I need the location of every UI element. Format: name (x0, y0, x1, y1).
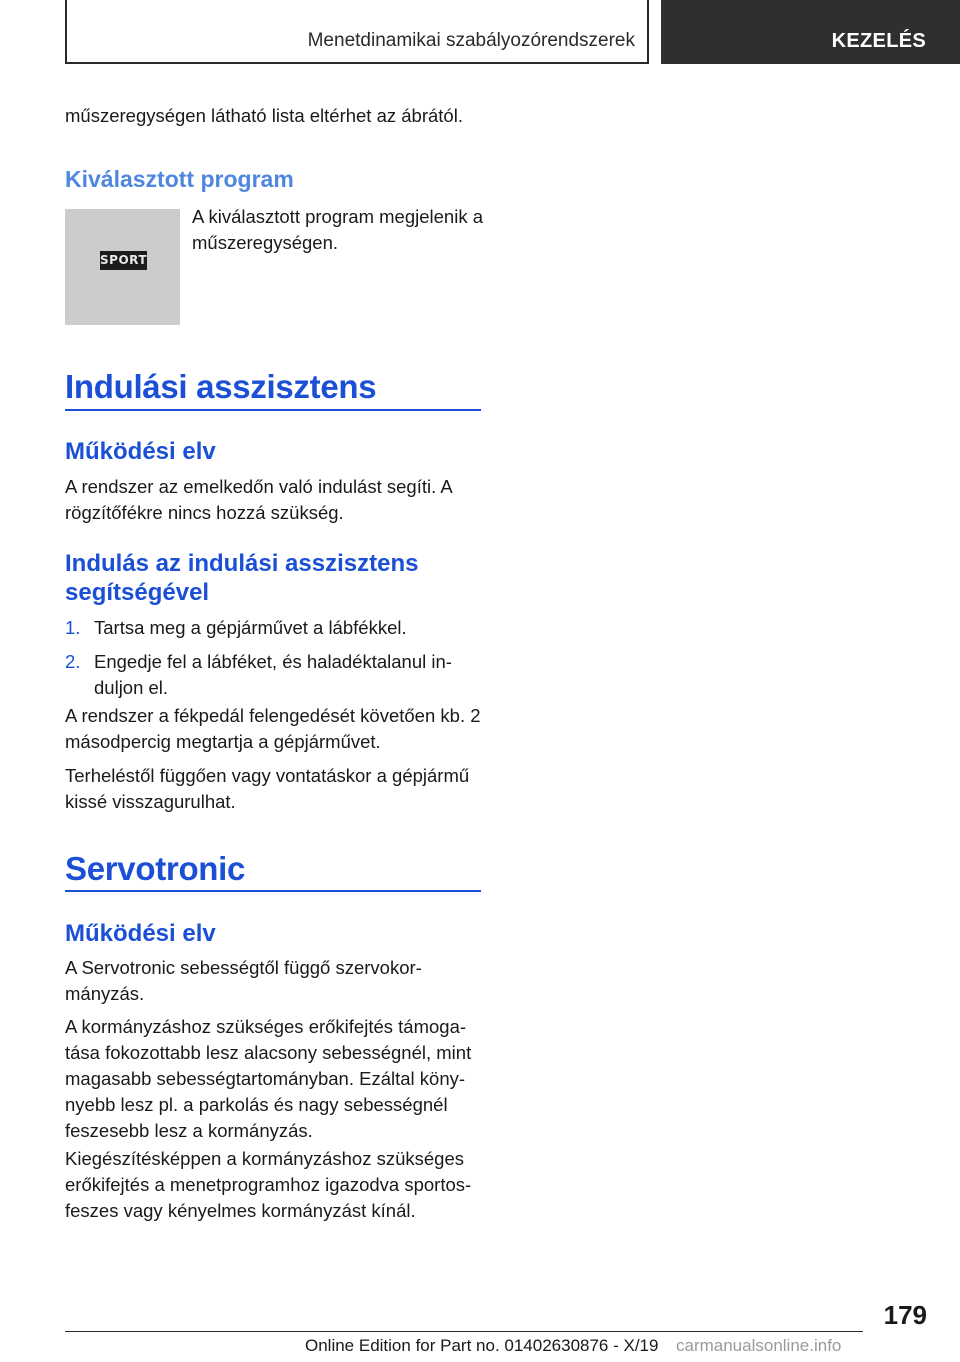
start-assist-para-2: Terheléstől függően vagy vontatáskor a gépjármű kissé visszagurulhat. (65, 765, 470, 812)
edition-text: Online Edition for Part no. 01402630876 - X/19 (305, 1336, 659, 1355)
list-item (65, 649, 481, 701)
step-text: Engedje fel a lábféket, és haladéktalanul induljon el. (94, 651, 452, 698)
start-assist-principle-text: A rendszer az emelkedőn való indulást segíti. A rögzítőfékre nincs hozzá szükség. (65, 476, 452, 523)
start-assist-para-1: A rendszer a fékpedál felengedését követően kb. 2 másodpercig megtartja a gépjárművet. (65, 705, 481, 752)
intro-line: műszeregységen látható lista eltérhet az ábrától. (65, 105, 463, 126)
servotronic-para-2: A kormányzáshoz szükséges erőkifejtés támogatása fokozottabb lesz alacsony sebességnél, mint magasabb sebességtartományban. Ezáltal könynyebb lesz pl. a parkolás és nagy sebességnél feszesebb lesz a kormányzás. (65, 1016, 472, 1141)
step-text: Tartsa meg a gépjárművet a lábfékkel. (94, 617, 407, 638)
watermark: carmanualsonline.info (676, 1336, 842, 1355)
selected-program-text: A kiválasztott program megjelenik a műszeregységen. (192, 206, 483, 253)
steps-list (65, 615, 481, 701)
servotronic-para-1: A Servotronic sebességtől függő szervokormányzás. (65, 957, 422, 1004)
start-assist-principle-heading: Működési elv (65, 438, 216, 465)
header-chapter-box (65, 0, 649, 64)
servotronic-para-3: Kiegészítésképpen a kormányzáshoz szükséges erőkifejtés a menetprogramhoz igazodva sportos-feszes vagy kényelmes kormányzást kínál. (65, 1148, 472, 1221)
servotronic-principle-heading: Működési elv (65, 920, 216, 947)
start-assist-howto-heading: Indulás az indulási asszisztens segítségével (65, 550, 419, 606)
servotronic-heading: Servotronic (65, 850, 246, 887)
chapter-title: Menetdinamikai szabályozórendszerek (307, 30, 635, 51)
sport-mode-indicator: SPORT (100, 251, 147, 270)
start-assist-heading: Indulási asszisztens (65, 368, 377, 405)
step-number: 2. (65, 651, 81, 672)
list-item (65, 615, 481, 641)
selected-program-heading: Kiválasztott program (65, 166, 294, 192)
section-divider (65, 890, 481, 892)
page-number: 179 (883, 1300, 927, 1330)
footer-divider (65, 1331, 863, 1332)
section-divider (65, 409, 481, 411)
section-tab-label: KEZELÉS (831, 30, 926, 52)
instrument-cluster-image (65, 209, 180, 325)
header-section-tab (661, 0, 960, 64)
step-number: 1. (65, 617, 81, 638)
